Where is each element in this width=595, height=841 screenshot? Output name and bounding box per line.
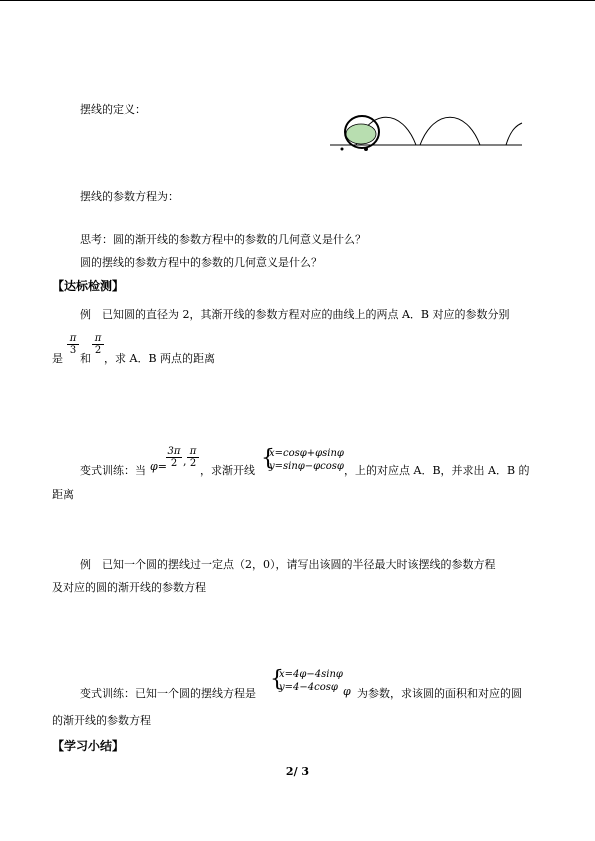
involute-eq-x: x=cosφ+φsinφ — [269, 448, 344, 459]
section-heading-check: 【达标检测】 — [52, 279, 125, 293]
example-1-line-1: 例 已知圆的直径为 2，其渐开线的参数方程对应的曲线上的两点 A．B 对应的参数分别 — [80, 308, 510, 321]
cycloid-arch-2 — [420, 117, 480, 145]
variant-2-line-2: 的渐开线的参数方程 — [52, 714, 151, 727]
think-question-1: 思考：圆的渐开线的参数方程中的参数的几何意义是什么？ — [80, 233, 366, 246]
cycloid-figure — [330, 112, 530, 152]
example-1-and: 和 — [80, 352, 91, 365]
fraction-pi-over-3: π 3 — [67, 333, 79, 356]
variant-1-line-2: 距离 — [52, 488, 74, 501]
think-question-2: 圆的摆线的参数方程中的参数的几何意义是什么？ — [80, 256, 322, 269]
variant-2-suffix: 为参数，求该圆的面积和对应的圆 — [357, 687, 522, 700]
mark-dot-1 — [341, 148, 344, 151]
cycloid-eq-y: y=4−4cosφ — [279, 682, 338, 693]
page-top-rule — [0, 0, 595, 1]
cycloid-parametric-label: 摆线的参数方程为： — [80, 190, 179, 203]
fraction-pi-over-2-b: π 2 — [187, 446, 199, 469]
example-2-line-2: 及对应的圆的渐开线的参数方程 — [52, 581, 206, 594]
variant-1-phi: φ= — [150, 460, 167, 473]
cycloid-eq-x: x=4φ−4sinφ — [279, 669, 343, 680]
fraction-pi-over-2: π 2 — [92, 333, 104, 356]
mark-dot-2 — [364, 147, 368, 151]
rolling-circle-fill — [346, 124, 376, 144]
involute-system — [269, 447, 344, 473]
variant-2-prefix: 变式训练：已知一个圆的摆线方程是 — [80, 687, 256, 700]
fraction-3pi-over-2: 3π 2 — [167, 446, 181, 469]
example-1-tail: ，求 A．B 两点的距离 — [104, 352, 216, 365]
variant-1-mid: ，求渐开线 — [200, 464, 255, 477]
involute-eq-y: y=sinφ−φcosφ — [269, 461, 344, 472]
brace-1: { — [261, 446, 275, 471]
example-2-line-1: 例 已知一个圆的摆线过一定点（2，0），请写出该圆的半径最大时该摆线的参数方程 — [80, 558, 496, 571]
brace-2: { — [270, 667, 284, 692]
section-heading-summary: 【学习小结】 — [52, 739, 125, 753]
page-number: 2/ 3 — [285, 765, 310, 778]
example-1-is: 是 — [52, 352, 63, 365]
variant-1-comma: , — [183, 455, 187, 468]
variant-1-prefix: 变式训练：当 — [80, 464, 146, 477]
cycloid-system — [279, 668, 343, 694]
variant-1-suffix: ，上的对应点 A．B，并求出 A．B 的 — [344, 464, 530, 477]
cycloid-definition-label: 摆线的定义： — [80, 103, 146, 116]
cycloid-arch-3 — [506, 123, 522, 145]
variant-2-phi: φ — [343, 685, 351, 698]
